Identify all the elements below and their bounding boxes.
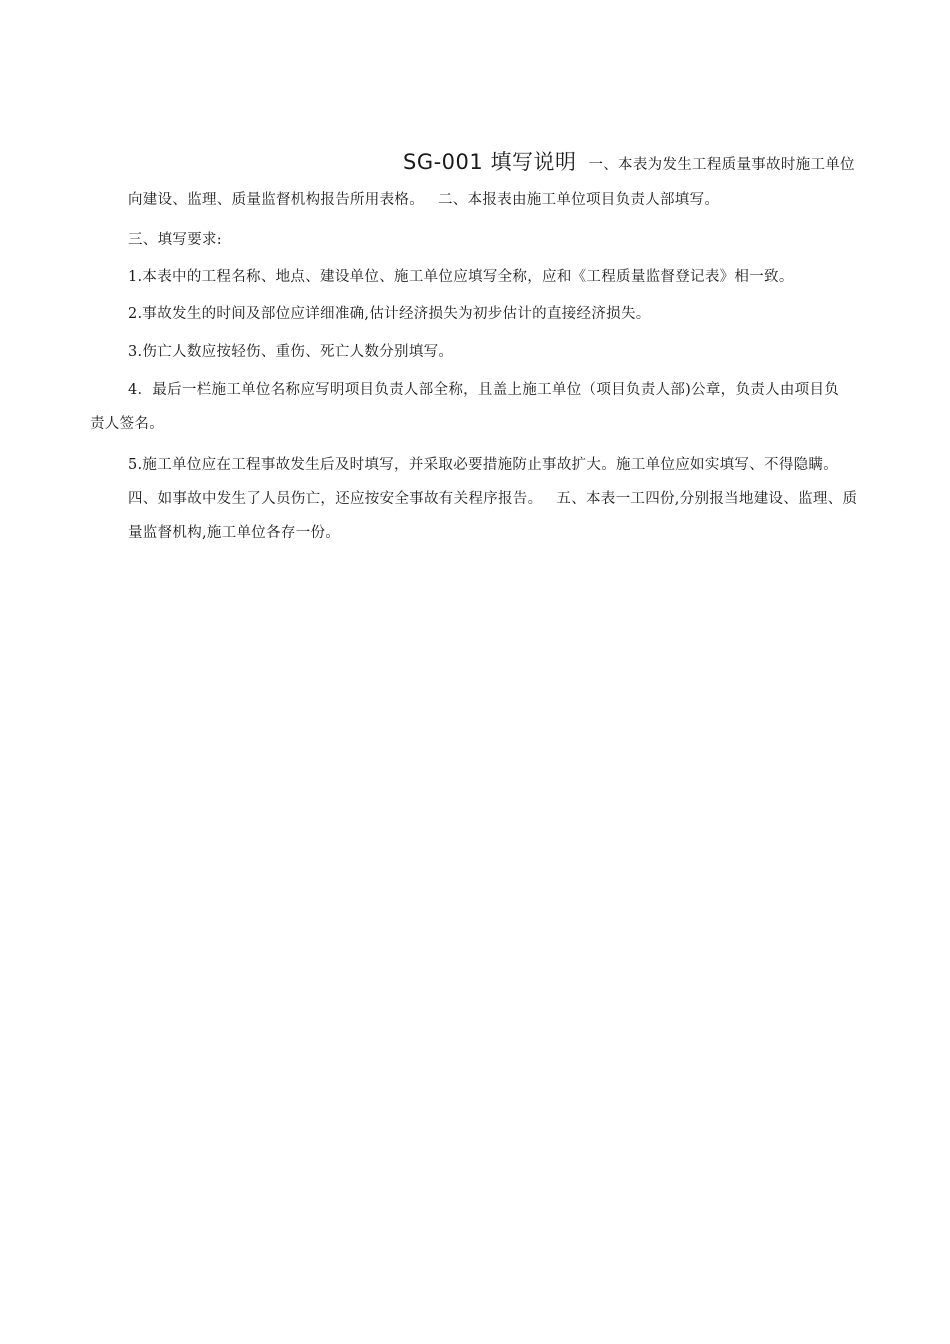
requirement-3: 3.伤亡人数应按轻伤、重伤、死亡人数分别填写。 <box>128 344 454 360</box>
requirement-4-line-2: 责人签名。 <box>90 416 164 432</box>
title-row <box>403 146 855 176</box>
requirement-5: 5.施工单位应在工程事故发生后及时填写，并采取必要措施防止事故扩大。施工单位应如实填写、不得隐瞒。 <box>128 457 839 473</box>
intro-item-1-start: 一、本表为发生工程质量事故时施工单位 <box>588 157 855 173</box>
requirement-2: 2.事故发生的时间及部位应详细准确,估计经济损失为初步估计的直接经济损失。 <box>128 306 651 322</box>
paragraph-line-1 <box>128 190 719 210</box>
paragraph-line-sections-4-5 <box>128 489 857 509</box>
section-5-start: 五、本表一工四份,分别报当地建设、监理、质 <box>556 491 858 507</box>
requirement-1: 1.本表中的工程名称、地点、建设单位、施工单位应填写全称，应和《工程质量监督登记表》相一致。 <box>128 269 794 285</box>
intro-item-1-end: 向建设、监理、质量监督机构报告所用表格。 <box>128 192 424 208</box>
document-title: SG-001 填写说明 <box>403 150 577 174</box>
intro-item-2: 二、本报表由施工单位项目负责人部填写。 <box>438 192 720 208</box>
section-4: 四、如事故中发生了人员伤亡，还应按安全事故有关程序报告。 <box>128 491 543 507</box>
section-5-end: 量监督机构,施工单位各存一份。 <box>128 525 341 541</box>
requirements-heading: 三、填写要求: <box>128 232 222 248</box>
requirement-4-line-1: 4．最后一栏施工单位名称应写明项目负责人部全称，且盖上施工单位（项目负责人部)公章，负责人由项目负 <box>128 382 840 398</box>
